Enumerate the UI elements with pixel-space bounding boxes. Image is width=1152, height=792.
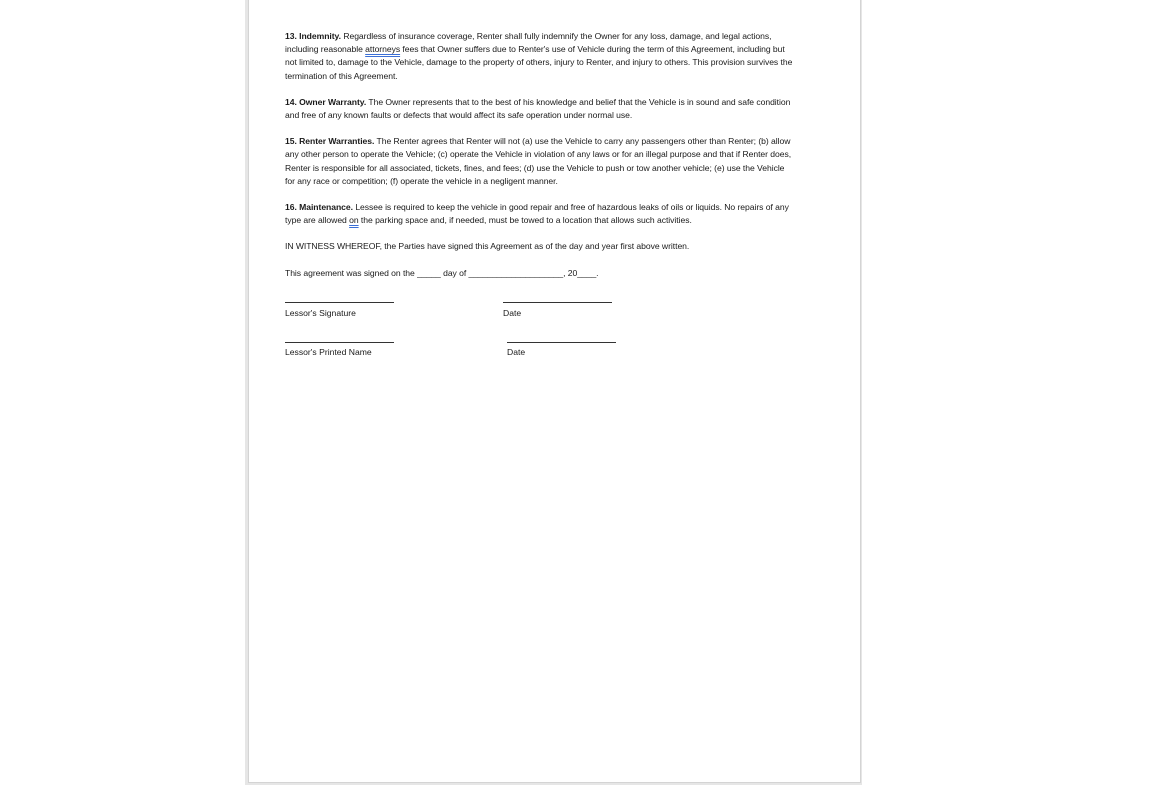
grammar-flagged-word[interactable]: on (349, 215, 359, 226)
clause-title: 13. Indemnity. (285, 31, 341, 41)
clause-indemnity (285, 30, 795, 83)
date-label-2: Date (507, 347, 526, 357)
clause-renter-warranties (285, 135, 795, 188)
lessor-printed-name-line (285, 342, 394, 343)
clause-owner-warranty (285, 96, 795, 122)
clause-title: 15. Renter Warranties. (285, 136, 375, 147)
clause-text: The Renter agrees that Renter will not (a) use the Vehicle to carry any passengers other than Renter; (b) allow any other person to operate the Vehicle; (c) operate the Vehicle in violation of any laws or for an illegal purpose and that if Renter does, Renter is responsible for all associated, tickets, fines, and fees; (d) use the Vehicle to push or tow another vehicle; (e) use the Vehicle for any race or competition; (f) operate the vehicle in a negligent manner. (285, 136, 792, 186)
date-line-1 (503, 302, 612, 303)
clause-title: 16. Maintenance. (285, 202, 353, 213)
witness-statement: IN WITNESS WHEREOF, the Parties have signed this Agreement as of the day and year first above written. (285, 241, 690, 252)
document-body[interactable] (285, 30, 795, 293)
clause-title: 14. Owner Warranty. (285, 96, 367, 107)
clause-text: Lessee is required to keep the vehicle in good repair and free of hazardous leaks of oils or liquids. No repairs of any type are allowed (285, 202, 789, 226)
document-page[interactable] (248, 0, 861, 783)
clause-maintenance (285, 201, 795, 227)
date-label-1: Date (503, 308, 522, 318)
signed-on-line: This agreement was signed on the _____ day of ____________________, 20____. (285, 267, 599, 278)
clause-text: the parking space and, if needed, must be towed to a location that allows such activities. (358, 215, 692, 226)
clause-text: The Owner represents that to the best of his knowledge and belief that the Vehicle is in sound and safe condition and free of any known faults or defects that would affect its safe operation under normal use. (285, 96, 791, 121)
spelling-flagged-word[interactable]: attorneys (365, 44, 401, 55)
lessor-printed-name-label: Lessor's Printed Name (285, 347, 372, 357)
lessor-signature-line (285, 302, 394, 303)
lessor-signature-label: Lessor's Signature (285, 308, 356, 318)
clause-text: fees that Owner suffers due to Renter's use of Vehicle during the term of this Agreement, including but not limited to, damage to the Vehicle, damage to the property of others, injury to Renter, and injury to others. This provision survives the termination of this Agreement. (285, 44, 793, 81)
date-line-2 (507, 342, 616, 343)
clause-text: Regardless of insurance coverage, Renter shall fully indemnify the Owner for any loss, damage, and legal actions, including reasonable (285, 31, 772, 55)
